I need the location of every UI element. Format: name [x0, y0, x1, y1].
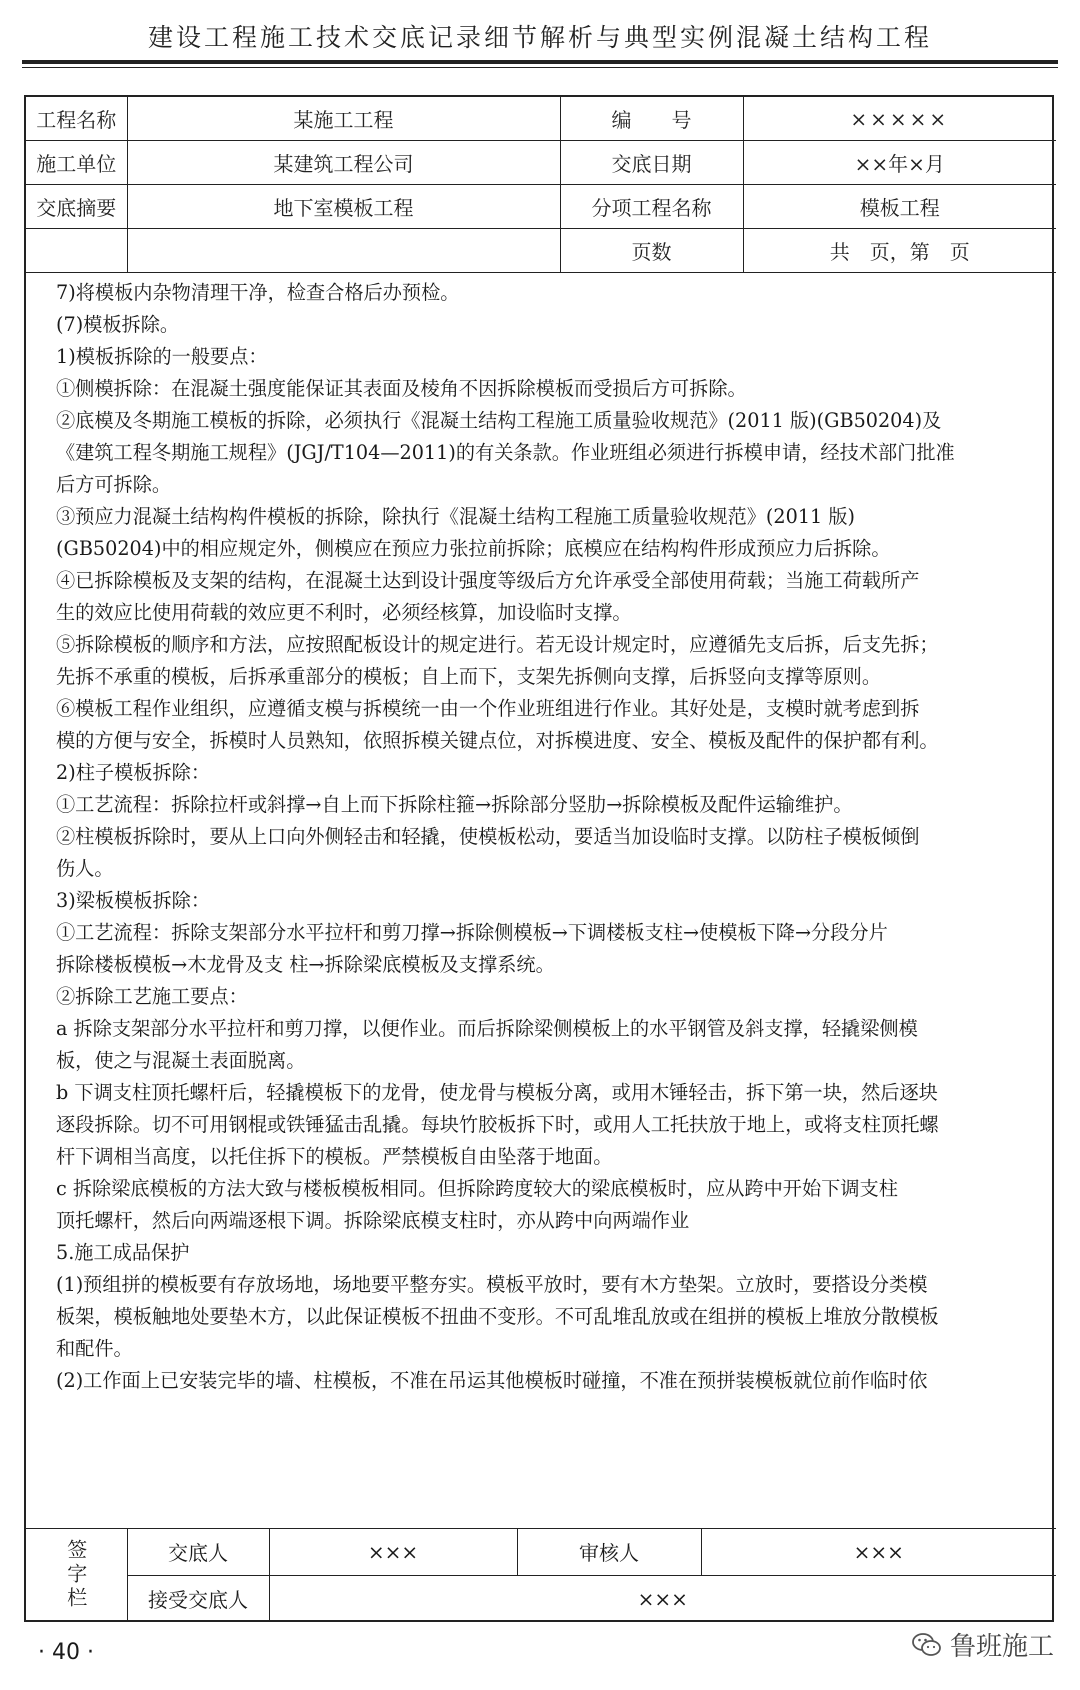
body-line: 伤人。 — [56, 857, 114, 880]
body-line: 5.施工成品保护 — [56, 1241, 190, 1264]
body-line: 生的效应比使用荷载的效应更不利时，必须经核算，加设临时支撑。 — [56, 601, 632, 624]
header-rule-thick — [22, 60, 1058, 64]
signature-row-receiver — [26, 1575, 1056, 1621]
project-name-label: 工程名称 — [26, 97, 127, 141]
page-number: · 40 · — [38, 1640, 94, 1665]
body-line: 顶托螺杆，然后向两端逐根下调。拆除梁底模支柱时，亦从跨中向两端作业 — [56, 1209, 690, 1232]
receiver-value: ××× — [269, 1575, 1056, 1621]
receiver-label: 接受交底人 — [127, 1575, 269, 1621]
disclosure-record-sheet — [24, 95, 1054, 1622]
body-line: 模的方便与安全，拆模时人员熟知，依照拆模关键点位，对拆模进度、安全、模板及配件的保护都有利。 — [56, 729, 939, 752]
presenter-label: 交底人 — [127, 1529, 269, 1576]
signature-section-cell — [26, 1529, 127, 1622]
date-value: ××年×月 — [743, 141, 1056, 185]
body-line: (GB50204)中的相应规定外，侧模应在预应力张拉前拆除；底模应在结构构件形成预应力后拆除。 — [56, 537, 891, 560]
number-label: 编 号 — [560, 97, 743, 141]
body-line: b 下调支柱顶托螺杆后，轻撬模板下的龙骨，使龙骨与模板分离，或用木锤轻击，拆下第一块，然后逐块 — [56, 1081, 938, 1104]
body-line: 逐段拆除。切不可用钢棍或铁锤猛击乱撬。每块竹胶板拆下时，或用人工托扶放于地上，或将支柱顶托螺 — [56, 1113, 939, 1136]
subitem-label: 分项工程名称 — [560, 185, 743, 229]
empty-cell — [26, 229, 127, 273]
body-line: 《建筑工程冬期施工规程》(JGJ/T104—2011)的有关条款。作业班组必须进行拆模申请，经技术部门批准 — [56, 441, 955, 464]
body-line: ②拆除工艺施工要点： — [56, 985, 248, 1008]
header-rule-thin — [22, 67, 1058, 68]
body-line: a 拆除支架部分水平拉杆和剪刀撑，以便作业。而后拆除梁侧模板上的水平钢管及斜支撑，轻撬梁侧模 — [56, 1017, 918, 1040]
contractor-value: 某建筑工程公司 — [127, 141, 560, 185]
disclosure-body-text — [26, 277, 1052, 1397]
body-line: 3)梁板模板拆除： — [56, 889, 211, 912]
body-line: 板架，模板触地处要垫木方，以此保证模板不扭曲不变形。不可乱堆乱放或在组拼的模板上堆放分散模板 — [56, 1305, 939, 1328]
body-line: c 拆除梁底模板的方法大致与楼板模板相同。但拆除跨度较大的梁底模板时，应从跨中开始下调支柱 — [56, 1177, 898, 1200]
signature-table — [26, 1528, 1056, 1622]
body-line: 后方可拆除。 — [56, 473, 172, 496]
body-line: ①侧模拆除：在混凝土强度能保证其表面及棱角不因拆除模板而受损后方可拆除。 — [56, 377, 747, 400]
body-line: ③预应力混凝土结构构件模板的拆除，除执行《混凝土结构工程施工质量验收规范》(2011 版) — [56, 505, 856, 528]
pages-label: 页数 — [560, 229, 743, 273]
body-line: 7)将模板内杂物清理干净，检查合格后办预检。 — [56, 281, 460, 304]
body-line: (1)预组拼的模板要有存放场地，场地要平整夯实。模板平放时，要有木方垫架。立放时，要搭设分类模 — [56, 1273, 928, 1296]
watermark — [912, 1626, 1054, 1663]
body-line: ①工艺流程：拆除支架部分水平拉杆和剪刀撑→拆除侧模板→下调楼板支柱→使模板下降→分段分片 — [56, 921, 888, 944]
presenter-value: ××× — [269, 1529, 517, 1576]
header-table — [26, 97, 1056, 273]
wechat-icon — [912, 1632, 942, 1658]
body-line: 板，使之与混凝土表面脱离。 — [56, 1049, 306, 1072]
summary-value: 地下室模板工程 — [127, 185, 560, 229]
subitem-value: 模板工程 — [743, 185, 1056, 229]
header-row-summary — [26, 185, 1056, 229]
body-line: 先拆不承重的模板，后拆承重部分的模板；自上而下，支架先拆侧向支撑，后拆竖向支撑等原则。 — [56, 665, 882, 688]
body-line: ④已拆除模板及支架的结构，在混凝土达到设计强度等级后方允许承受全部使用荷载；当施工荷载所产 — [56, 569, 920, 592]
empty-cell — [127, 229, 560, 273]
body-line: (2)工作面上已安装完毕的墙、柱模板，不准在吊运其他模板时碰撞，不准在预拼装模板就位前作临时依 — [56, 1369, 928, 1392]
header-row-project — [26, 97, 1056, 141]
summary-label: 交底摘要 — [26, 185, 127, 229]
body-line: ①工艺流程：拆除拉杆或斜撑→自上而下拆除柱箍→拆除部分竖肋→拆除模板及配件运输维护。 — [56, 793, 853, 816]
body-line: ②底模及冬期施工模板的拆除，必须执行《混凝土结构工程施工质量验收规范》(2011 版)(GB50204)及 — [56, 409, 942, 432]
header-row-contractor — [26, 141, 1056, 185]
date-label: 交底日期 — [560, 141, 743, 185]
project-name-value: 某施工工程 — [127, 97, 560, 141]
header-row-pages — [26, 229, 1056, 273]
body-line: 和配件。 — [56, 1337, 133, 1360]
signature-section-label: 签字栏 — [63, 1539, 88, 1611]
body-line: ⑥模板工程作业组织，应遵循支模与拆模统一由一个作业班组进行作业。其好处是，支模时就考虑到拆 — [56, 697, 920, 720]
number-value: ××××× — [743, 97, 1056, 141]
watermark-text: 鲁班施工 — [949, 1632, 1054, 1662]
body-line: (7)模板拆除。 — [56, 313, 180, 336]
body-line: 2)柱子模板拆除： — [56, 761, 211, 784]
reviewer-value: ××× — [701, 1529, 1056, 1576]
pages-value: 共 页，第 页 — [743, 229, 1056, 273]
body-line: 1)模板拆除的一般要点： — [56, 345, 268, 368]
body-line: 杆下调相当高度，以托住拆下的模板。严禁模板自由坠落于地面。 — [56, 1145, 613, 1168]
signature-row-presenter — [26, 1529, 1056, 1576]
contractor-label: 施工单位 — [26, 141, 127, 185]
body-line: 拆除楼板模板→木龙骨及支 柱→拆除梁底模板及支撑系统。 — [56, 953, 555, 976]
reviewer-label: 审核人 — [517, 1529, 701, 1576]
running-head: 建设工程施工技术交底记录细节解析与典型实例混凝土结构工程 — [147, 23, 932, 52]
body-line: ②柱模板拆除时，要从上口向外侧轻击和轻撬，使模板松动，要适当加设临时支撑。以防柱子模板倾倒 — [56, 825, 920, 848]
body-line: ⑤拆除模板的顺序和方法，应按照配板设计的规定进行。若无设计规定时，应遵循先支后拆，后支先拆； — [56, 633, 939, 656]
